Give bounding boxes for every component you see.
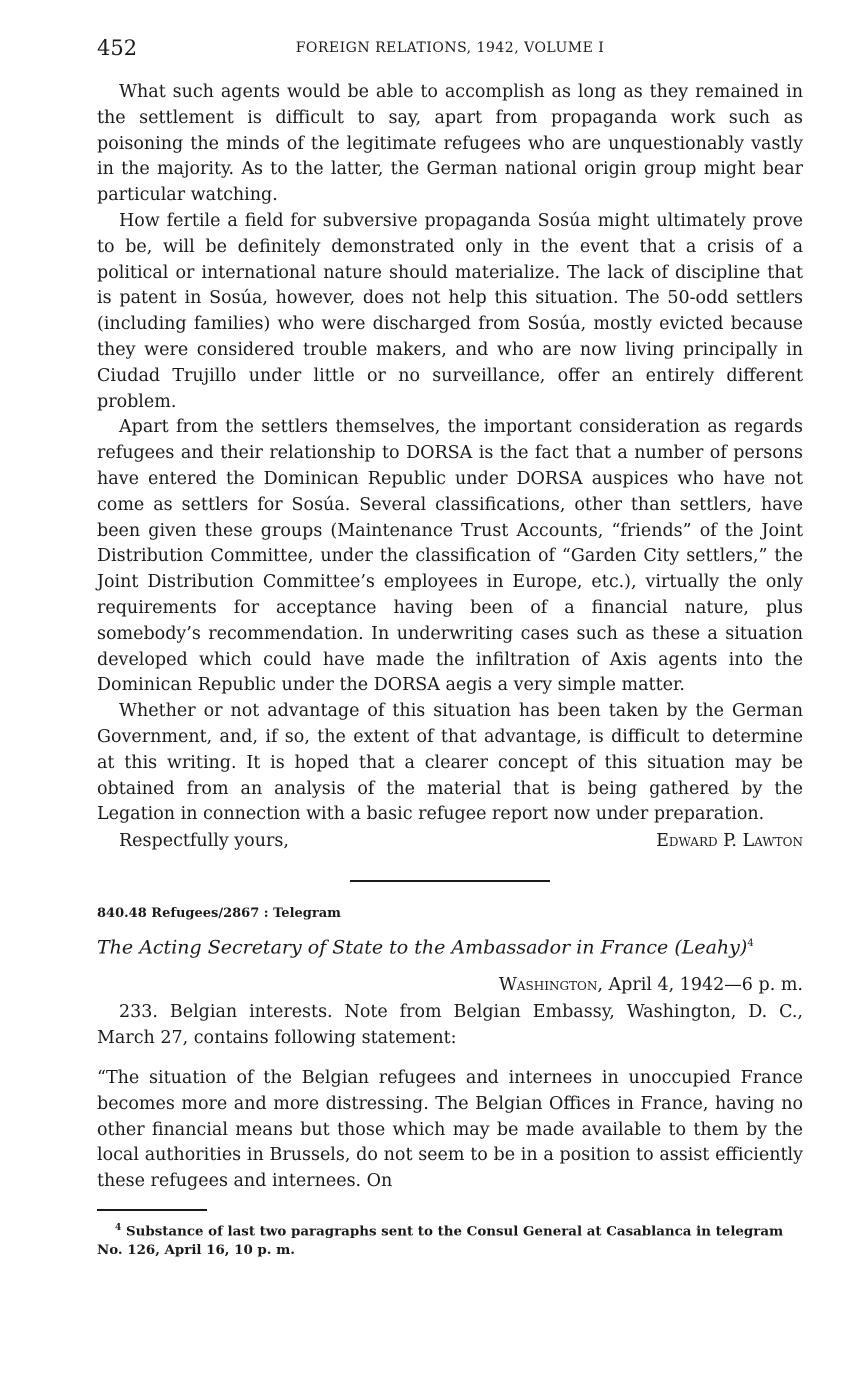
telegram-opening: 233. Belgian interests. Note from Belgian Embassy, Washington, D. C., March 27, contains following statement: [97,1002,803,1049]
letter-body [97,80,803,828]
document-page [97,36,803,1260]
letter-closing [97,828,803,854]
letter-paragraph: What such agents would be able to accomplish as long as they remained in the settlement is difficult to say, apart from propaganda work such as poisoning the minds of the legitimate refugees who are unquestionably vastly in the majority. As to the latter, the German national origin group might bear particular watching. [97,82,803,206]
dateline-place: Washington, [498,975,603,996]
footnote-divider [97,1209,207,1211]
dateline [97,972,803,998]
footnote-text: Substance of last two paragraphs sent to the Consul General at Casablanca in telegram No. 126, April 16, 10 p. m. [97,1222,784,1258]
page-number: 452 [97,36,138,60]
signature: Edward P. Lawton [656,831,803,852]
telegram-body [97,1000,803,1195]
letter-paragraph: How fertile a field for subversive propaganda Sosúa might ultimately prove to be, will be definitely demonstrated only in the event that a crisis of a political or international nature should materialize. The lack of discipline that is patent in Sosúa, however, does not help this situation. The 50-odd settlers (including families) who were discharged from Sosúa, mostly evicted because they were considered trouble makers, and who are now living principally in Ciudad Trujillo under little or no surveillance, offer an entirely different problem. [97,210,803,412]
footnote [97,1219,803,1260]
dateline-date: April 4, 1942—6 p. m. [608,975,803,996]
section-divider [350,880,550,882]
telegram-quote: “The situation of the Belgian refugees and internees in unoccupied France becomes more and more distressing. The Belgian Offices in France, having no other financial means but those which may be made available to them by the local authorities in Brussels, do not seem to be in a position to assist efficiently these refugees and internees. On [97,1068,803,1192]
footnote-mark: 4 [115,1222,122,1233]
document-title-text: The Acting Secretary of State to the Ambassador in France (Leahy) [97,936,748,959]
letter-paragraph: Whether or not advantage of this situation has been taken by the German Government, and, if so, the extent of that advantage, is difficult to determine at this writing. It is hoped that a clearer concept of this situation may be obtained from an analysis of the material that is being gathered by the Legation in connection with a basic refugee report now under preparation. [97,701,803,825]
running-title: FOREIGN RELATIONS, 1942, VOLUME I [295,40,605,56]
document-title [97,931,803,960]
footnote-reference: 4 [747,938,754,950]
letter-paragraph: Apart from the settlers themselves, the important consideration as regards refugees and their relationship to DORSA is the fact that a number of persons have entered the Dominican Republic under DORSA auspices who have not come as settlers for Sosúa. Several classifications, other than settlers, have been given these groups (Maintenance Trust Accounts, “friends” of the Joint Distribution Committee, under the classification of “Garden City settlers,” the Joint Distribution Committee’s employees in Europe, etc.), virtually the only requirements for acceptance having been of a financial nature, plus somebody’s recommendation. In underwriting cases such as these a situation developed which could have made the infiltration of Axis agents into the Dominican Republic under the DORSA aegis a very simple matter. [97,417,803,696]
file-reference: 840.48 Refugees/2867 : Telegram [97,906,341,922]
closing-salutation: Respectfully yours, [119,831,289,852]
running-header [97,36,803,66]
